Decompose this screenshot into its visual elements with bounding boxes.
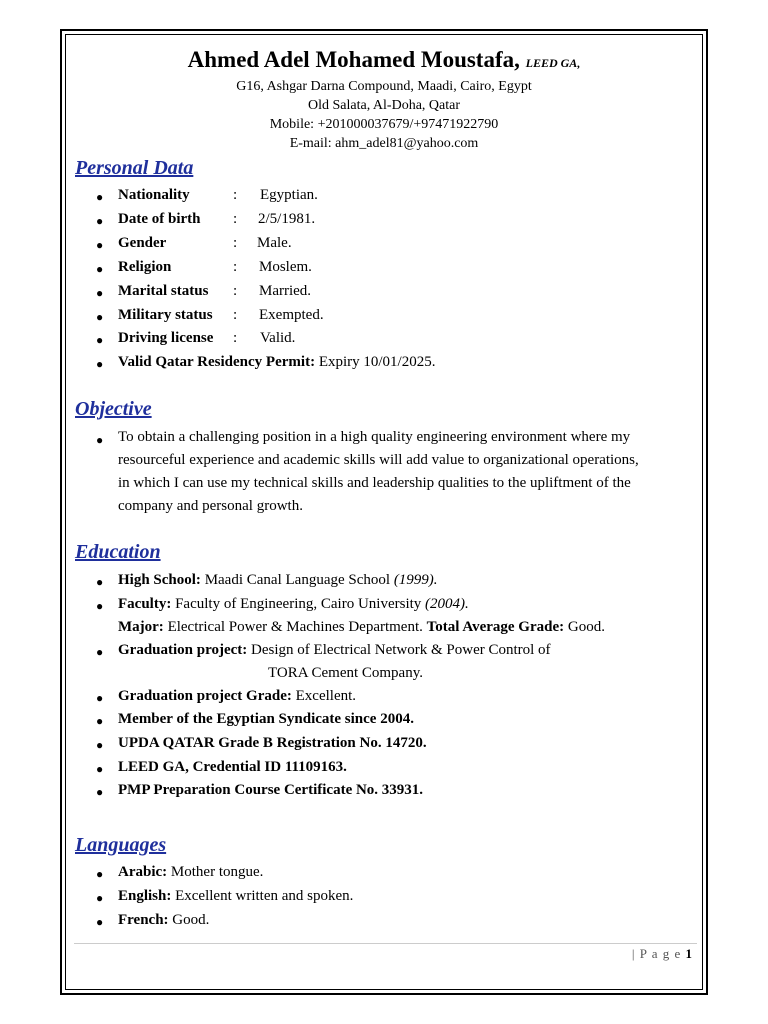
objective-line: company and personal growth. — [118, 498, 303, 514]
project-value: Design of Electrical Network & Power Control of — [247, 642, 551, 658]
faculty-value: Faculty of Engineering, Cairo University — [171, 596, 426, 612]
languages-heading: Languages — [75, 834, 167, 856]
bullet-icon: ● — [96, 310, 104, 324]
grade-label: Total Average Grade: — [426, 619, 565, 635]
language-value: Mother tongue. — [167, 864, 264, 880]
language-label: Arabic: — [118, 864, 168, 880]
objective-heading: Objective — [75, 398, 152, 420]
bullet-icon: ● — [96, 785, 104, 799]
personal-value: Valid. — [260, 330, 296, 346]
personal-value: Moslem. — [259, 259, 312, 275]
colon: : — [233, 330, 238, 346]
education-heading: Education — [75, 541, 161, 563]
project-label: Graduation project: — [118, 642, 248, 658]
page-label: | P a g e — [631, 946, 686, 961]
bullet-icon: ● — [96, 262, 104, 276]
bullet-icon: ● — [96, 214, 104, 228]
faculty-year: (2004). — [425, 596, 469, 612]
personal-label: Date of birth — [118, 211, 201, 227]
language-value: Excellent written and spoken. — [171, 888, 354, 904]
resume-name — [0, 47, 768, 73]
grade-value: Good. — [564, 619, 605, 635]
bullet-icon: ● — [96, 691, 104, 705]
footer-divider — [74, 943, 697, 944]
pmp-item: PMP Preparation Course Certificate No. 33931. — [118, 782, 424, 798]
bullet-icon: ● — [96, 286, 104, 300]
permit-label: Valid Qatar Residency Permit: — [118, 354, 316, 370]
bullet-icon: ● — [96, 190, 104, 204]
high-school-label: High School: — [118, 572, 201, 588]
project-grade-item — [118, 688, 356, 705]
page-footer — [632, 946, 693, 962]
high-school-year: (1999). — [393, 572, 438, 588]
language-label: French: — [118, 912, 169, 928]
credential: LEED GA, — [525, 56, 581, 70]
bullet-icon: ● — [96, 762, 104, 776]
bullet-icon: ● — [96, 738, 104, 752]
major-value: Electrical Power & Machines Department. — [163, 619, 427, 635]
personal-label: Nationality — [118, 187, 190, 203]
high-school-value: Maadi Canal Language School — [200, 572, 394, 588]
faculty-label: Faculty: — [118, 596, 172, 612]
address-line-1: G16, Ashgar Darna Compound, Maadi, Cairo, Egypt — [236, 79, 532, 94]
bullet-icon: ● — [96, 357, 104, 371]
personal-label: Marital status — [118, 283, 209, 299]
language-value: Good. — [168, 912, 210, 928]
major-item — [118, 619, 605, 636]
graduation-project-item — [118, 642, 551, 659]
colon: : — [233, 259, 238, 275]
mobile-line: Mobile: +201000037679/+97471922790 — [269, 117, 499, 132]
project-grade-label: Graduation project Grade: — [118, 688, 292, 704]
bullet-icon: ● — [96, 333, 104, 347]
personal-value: Married. — [259, 283, 312, 299]
major-label: Major: — [118, 619, 164, 635]
language-label: English: — [118, 888, 172, 904]
colon: : — [233, 307, 238, 323]
language-item — [118, 864, 263, 881]
colon: : — [233, 283, 238, 299]
high-school-item — [118, 572, 438, 589]
colon: : — [233, 187, 238, 203]
personal-label: Driving license — [118, 330, 214, 346]
bullet-icon: ● — [96, 575, 104, 589]
personal-data-heading: Personal Data — [75, 157, 194, 179]
project-value-line-2: TORA Cement Company. — [268, 665, 423, 681]
personal-label: Religion — [118, 259, 172, 275]
bullet-icon: ● — [96, 915, 104, 929]
language-item — [118, 888, 353, 905]
upda-item: UPDA QATAR Grade B Registration No. 14720. — [118, 735, 427, 751]
residency-permit — [118, 354, 435, 371]
full-name: Ahmed Adel Mohamed Moustafa, — [187, 47, 520, 72]
objective-line: To obtain a challenging position in a high quality engineering environment where my — [118, 429, 631, 445]
colon: : — [233, 235, 238, 251]
personal-value: Egyptian. — [260, 187, 318, 203]
objective-line: resourceful experience and academic skills will add value to organizational operations, — [118, 452, 639, 468]
personal-value: Exempted. — [259, 307, 324, 323]
personal-label: Military status — [118, 307, 213, 323]
syndicate-item: Member of the Egyptian Syndicate since 2004. — [118, 711, 414, 727]
language-item — [118, 912, 209, 929]
bullet-icon: ● — [96, 714, 104, 728]
personal-value: Male. — [257, 235, 292, 251]
bullet-icon: ● — [96, 867, 104, 881]
project-grade-value: Excellent. — [291, 688, 357, 704]
email-line: E-mail: ahm_adel81@yahoo.com — [289, 136, 479, 151]
objective-line: in which I can use my technical skills and leadership qualities to the upliftment of the — [118, 475, 631, 491]
bullet-icon: ● — [96, 645, 104, 659]
bullet-icon: ● — [96, 433, 104, 447]
address-line-2: Old Salata, Al-Doha, Qatar — [307, 98, 460, 113]
bullet-icon: ● — [96, 238, 104, 252]
page-number: 1 — [685, 946, 693, 961]
permit-value: Expiry 10/01/2025. — [315, 354, 436, 370]
bullet-icon: ● — [96, 599, 104, 613]
leed-item: LEED GA, Credential ID 11109163. — [118, 759, 347, 775]
colon: : — [233, 211, 238, 227]
faculty-item — [118, 596, 469, 613]
personal-label: Gender — [118, 235, 167, 251]
personal-value: 2/5/1981. — [258, 211, 316, 227]
bullet-icon: ● — [96, 891, 104, 905]
